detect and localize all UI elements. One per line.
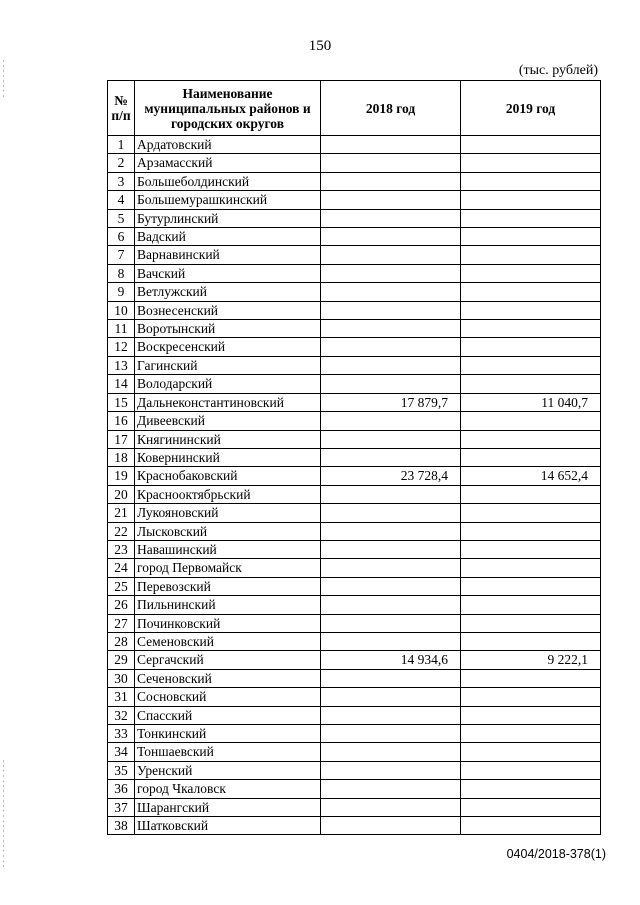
- row-number: 7: [108, 246, 135, 264]
- row-number: 17: [108, 430, 135, 448]
- row-number: 31: [108, 688, 135, 706]
- row-value-2019: [461, 320, 601, 338]
- row-number: 23: [108, 540, 135, 558]
- row-number: 10: [108, 301, 135, 319]
- table-row: [108, 209, 601, 227]
- row-value-2019: [461, 209, 601, 227]
- row-value-2019: [461, 706, 601, 724]
- table-row: [108, 596, 601, 614]
- row-value-2018: [321, 412, 461, 430]
- row-name: Воскресенский: [135, 338, 321, 356]
- table-row: [108, 817, 601, 835]
- row-number: 14: [108, 375, 135, 393]
- row-value-2019: [461, 301, 601, 319]
- row-value-2019: [461, 559, 601, 577]
- row-value-2018: [321, 228, 461, 246]
- row-value-2019: [461, 154, 601, 172]
- row-value-2019: [461, 228, 601, 246]
- row-name: Вадский: [135, 228, 321, 246]
- row-name: Спасский: [135, 706, 321, 724]
- table-row: [108, 577, 601, 595]
- row-value-2018: [321, 154, 461, 172]
- row-name: Княгининский: [135, 430, 321, 448]
- header-num: № п/п: [108, 81, 135, 136]
- row-value-2018: [321, 614, 461, 632]
- row-number: 9: [108, 283, 135, 301]
- row-value-2018: [321, 522, 461, 540]
- row-number: 11: [108, 320, 135, 338]
- table-row: [108, 632, 601, 650]
- row-value-2019: [461, 504, 601, 522]
- row-number: 37: [108, 798, 135, 816]
- row-number: 21: [108, 504, 135, 522]
- row-value-2019: [461, 430, 601, 448]
- table-row: [108, 651, 601, 669]
- row-name: Бутурлинский: [135, 209, 321, 227]
- row-value-2018: [321, 301, 461, 319]
- table-row: [108, 522, 601, 540]
- table-row: [108, 743, 601, 761]
- row-value-2018: [321, 669, 461, 687]
- row-name: Тонкинский: [135, 725, 321, 743]
- row-value-2018: [321, 209, 461, 227]
- row-value-2018: [321, 559, 461, 577]
- row-name: Тоншаевский: [135, 743, 321, 761]
- row-name: Дальнеконстантиновский: [135, 393, 321, 411]
- table-row: [108, 798, 601, 816]
- row-number: 27: [108, 614, 135, 632]
- row-name: Починковский: [135, 614, 321, 632]
- row-value-2019: [461, 540, 601, 558]
- row-name: Лукояновский: [135, 504, 321, 522]
- table-row: [108, 191, 601, 209]
- row-value-2018: [321, 430, 461, 448]
- row-number: 38: [108, 817, 135, 835]
- row-number: 22: [108, 522, 135, 540]
- row-number: 29: [108, 651, 135, 669]
- row-value-2019: [461, 761, 601, 779]
- row-value-2019: [461, 172, 601, 190]
- row-value-2018: [321, 504, 461, 522]
- row-value-2018: [321, 264, 461, 282]
- row-name: Шатковский: [135, 817, 321, 835]
- table-row: [108, 412, 601, 430]
- row-value-2018: 23 728,4: [321, 467, 461, 485]
- row-value-2018: [321, 356, 461, 374]
- row-value-2019: 11 040,7: [461, 393, 601, 411]
- row-value-2019: [461, 246, 601, 264]
- row-number: 4: [108, 191, 135, 209]
- row-name: Семеновский: [135, 632, 321, 650]
- header-2018: 2018 год: [321, 81, 461, 136]
- row-name: Володарский: [135, 375, 321, 393]
- row-number: 16: [108, 412, 135, 430]
- row-name: Сосновский: [135, 688, 321, 706]
- table-row: [108, 669, 601, 687]
- row-value-2018: [321, 743, 461, 761]
- row-value-2018: [321, 577, 461, 595]
- row-number: 3: [108, 172, 135, 190]
- row-value-2019: [461, 817, 601, 835]
- row-name: Большемурашкинский: [135, 191, 321, 209]
- row-name: Шарангский: [135, 798, 321, 816]
- row-number: 5: [108, 209, 135, 227]
- row-value-2018: [321, 725, 461, 743]
- row-value-2019: [461, 356, 601, 374]
- table-row: [108, 761, 601, 779]
- row-number: 33: [108, 725, 135, 743]
- row-name: Уренский: [135, 761, 321, 779]
- row-value-2018: [321, 191, 461, 209]
- row-value-2019: [461, 191, 601, 209]
- table-row: [108, 375, 601, 393]
- row-name: Краснобаковский: [135, 467, 321, 485]
- table-row: [108, 706, 601, 724]
- row-value-2018: 14 934,6: [321, 651, 461, 669]
- row-value-2018: [321, 283, 461, 301]
- row-value-2019: 14 652,4: [461, 467, 601, 485]
- row-number: 20: [108, 485, 135, 503]
- table-row: [108, 559, 601, 577]
- table-row: [108, 320, 601, 338]
- row-number: 6: [108, 228, 135, 246]
- scan-artifact: [3, 60, 4, 100]
- row-number: 32: [108, 706, 135, 724]
- row-value-2019: [461, 798, 601, 816]
- row-name: Воротынский: [135, 320, 321, 338]
- row-value-2019: [461, 596, 601, 614]
- row-number: 12: [108, 338, 135, 356]
- table-row: [108, 725, 601, 743]
- table-row: [108, 614, 601, 632]
- row-number: 35: [108, 761, 135, 779]
- row-number: 25: [108, 577, 135, 595]
- row-number: 19: [108, 467, 135, 485]
- row-name: Краснооктябрьский: [135, 485, 321, 503]
- table-row: [108, 228, 601, 246]
- row-number: 26: [108, 596, 135, 614]
- table-row: [108, 264, 601, 282]
- row-name: Сеченовский: [135, 669, 321, 687]
- table-row: [108, 301, 601, 319]
- row-number: 2: [108, 154, 135, 172]
- row-name: Навашинский: [135, 540, 321, 558]
- row-value-2018: [321, 485, 461, 503]
- table-header: [108, 81, 601, 136]
- row-number: 13: [108, 356, 135, 374]
- table-body: [108, 136, 601, 835]
- row-value-2019: [461, 448, 601, 466]
- row-value-2019: [461, 375, 601, 393]
- data-table: [107, 80, 601, 835]
- row-value-2018: [321, 448, 461, 466]
- row-value-2018: [321, 596, 461, 614]
- row-value-2019: [461, 725, 601, 743]
- row-number: 34: [108, 743, 135, 761]
- row-value-2019: [461, 264, 601, 282]
- row-number: 18: [108, 448, 135, 466]
- row-value-2019: [461, 485, 601, 503]
- row-value-2018: [321, 338, 461, 356]
- table-row: [108, 356, 601, 374]
- row-value-2018: [321, 798, 461, 816]
- scan-artifact: [3, 760, 4, 870]
- row-value-2019: [461, 136, 601, 154]
- row-name: Большеболдинский: [135, 172, 321, 190]
- row-value-2018: [321, 172, 461, 190]
- row-name: Вознесенский: [135, 301, 321, 319]
- row-value-2018: [321, 540, 461, 558]
- row-value-2018: [321, 375, 461, 393]
- row-value-2019: [461, 743, 601, 761]
- row-value-2018: [321, 246, 461, 264]
- header-name: Наименование муниципальных районов и городских округов: [135, 81, 321, 136]
- document-code: 0404/2018-378(1): [506, 847, 606, 861]
- row-name: Перевозский: [135, 577, 321, 595]
- row-value-2018: [321, 632, 461, 650]
- row-name: Ардатовский: [135, 136, 321, 154]
- row-number: 1: [108, 136, 135, 154]
- row-name: Арзамасский: [135, 154, 321, 172]
- table-row: [108, 154, 601, 172]
- table-row: [108, 688, 601, 706]
- row-value-2019: [461, 338, 601, 356]
- row-value-2018: [321, 320, 461, 338]
- row-name: Дивеевский: [135, 412, 321, 430]
- header-2019: 2019 год: [461, 81, 601, 136]
- table-row: [108, 136, 601, 154]
- row-value-2018: [321, 136, 461, 154]
- page-number: 150: [308, 38, 332, 54]
- row-value-2019: [461, 522, 601, 540]
- row-name: Пильнинский: [135, 596, 321, 614]
- row-value-2018: [321, 688, 461, 706]
- row-value-2018: [321, 706, 461, 724]
- table-row: [108, 172, 601, 190]
- row-value-2019: [461, 577, 601, 595]
- row-number: 15: [108, 393, 135, 411]
- row-value-2018: [321, 761, 461, 779]
- table-row: [108, 540, 601, 558]
- row-value-2019: [461, 688, 601, 706]
- table-row: [108, 430, 601, 448]
- row-value-2019: [461, 632, 601, 650]
- row-value-2019: [461, 412, 601, 430]
- row-value-2019: [461, 283, 601, 301]
- row-name: Варнавинский: [135, 246, 321, 264]
- row-value-2019: [461, 780, 601, 798]
- row-name: город Чкаловск: [135, 780, 321, 798]
- table-row: [108, 467, 601, 485]
- row-value-2019: [461, 614, 601, 632]
- row-name: город Первомайск: [135, 559, 321, 577]
- row-number: 36: [108, 780, 135, 798]
- row-number: 24: [108, 559, 135, 577]
- table-row: [108, 485, 601, 503]
- row-name: Ветлужский: [135, 283, 321, 301]
- table-row: [108, 393, 601, 411]
- row-value-2018: 17 879,7: [321, 393, 461, 411]
- row-name: Лысковский: [135, 522, 321, 540]
- row-name: Сергачский: [135, 651, 321, 669]
- table-row: [108, 780, 601, 798]
- table-row: [108, 504, 601, 522]
- row-value-2018: [321, 817, 461, 835]
- row-name: Гагинский: [135, 356, 321, 374]
- units-label: (тыс. рублей): [518, 63, 598, 78]
- row-value-2018: [321, 780, 461, 798]
- row-name: Ковернинский: [135, 448, 321, 466]
- table-row: [108, 338, 601, 356]
- row-number: 30: [108, 669, 135, 687]
- row-name: Вачский: [135, 264, 321, 282]
- row-value-2019: 9 222,1: [461, 651, 601, 669]
- row-value-2019: [461, 669, 601, 687]
- row-number: 28: [108, 632, 135, 650]
- row-number: 8: [108, 264, 135, 282]
- table-row: [108, 246, 601, 264]
- table-row: [108, 283, 601, 301]
- table-row: [108, 448, 601, 466]
